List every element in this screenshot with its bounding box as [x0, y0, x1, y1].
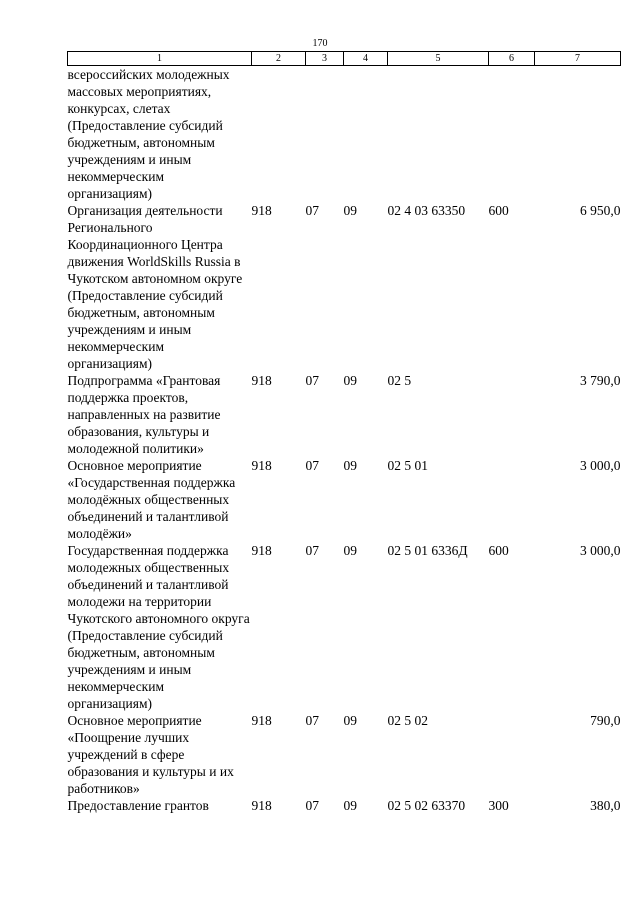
- row-section: 07: [305, 798, 319, 813]
- row-amount: [535, 66, 621, 203]
- row-expense-type: [489, 457, 535, 542]
- row-expense-type: [489, 372, 535, 457]
- row-subsection: 09: [343, 458, 357, 473]
- row-name: всероссийских молодежных массовых мероприятиях, конкурсах, слетах (Предоставление субсидий бюджетным, автономным учреждениям и иным некоммерческим организациям): [67, 67, 230, 201]
- row-section: 07: [305, 203, 319, 218]
- row-section: 07: [305, 458, 319, 473]
- row-target-code: 02 5 02: [387, 713, 428, 728]
- row-subsection: 09: [343, 203, 357, 218]
- row-amount: 3 000,0: [580, 458, 621, 473]
- header-col-4: 4: [344, 52, 388, 66]
- row-target-code: 02 5 01: [387, 458, 428, 473]
- row-name: Основное мероприятие «Государственная поддержка молодёжных общественных объединений и талантливой молодёжи»: [67, 458, 236, 541]
- page-number: 170: [312, 38, 328, 49]
- row-section: 07: [305, 373, 319, 388]
- row-subsection: 09: [343, 713, 357, 728]
- table-row: [68, 66, 621, 203]
- table-header: [68, 52, 621, 66]
- row-subsection: 09: [343, 543, 357, 558]
- row-grbs: 918: [251, 458, 272, 473]
- row-target-code: 02 4 03 63350: [387, 203, 466, 218]
- header-col-5: 5: [388, 52, 489, 66]
- row-name: Предоставление грантов: [67, 798, 209, 813]
- row-expense-type: [489, 66, 535, 203]
- row-expense-type: 300: [488, 798, 509, 813]
- header-col-2: 2: [252, 52, 306, 66]
- row-grbs: 918: [251, 798, 272, 813]
- header-col-7: 7: [535, 52, 621, 66]
- row-expense-type: 600: [488, 203, 509, 218]
- budget-table: [67, 51, 621, 814]
- table-row: [68, 797, 621, 814]
- row-target-code: [388, 66, 489, 203]
- row-grbs: 918: [251, 713, 272, 728]
- row-name: Подпрограмма «Грантовая поддержка проектов, направленных на развитие образования, культуры и молодежной политики»: [67, 373, 221, 456]
- row-subsection: 09: [343, 798, 357, 813]
- header-col-6: 6: [489, 52, 535, 66]
- table-row: [68, 457, 621, 542]
- row-amount: 790,0: [590, 713, 621, 728]
- table-row: [68, 372, 621, 457]
- row-grbs: 918: [251, 543, 272, 558]
- table-body: [68, 66, 621, 815]
- header-col-1: 1: [68, 52, 252, 66]
- row-grbs: 918: [251, 203, 272, 218]
- row-section: 07: [305, 543, 319, 558]
- row-section: 07: [305, 713, 319, 728]
- row-grbs: 918: [251, 373, 272, 388]
- row-subsection: 09: [343, 373, 357, 388]
- row-target-code: 02 5 02 63370: [387, 798, 466, 813]
- row-target-code: 02 5: [387, 373, 412, 388]
- header-col-3: 3: [306, 52, 344, 66]
- row-name: Основное мероприятие «Поощрение лучших учреждений в сфере образования и культуры и их работников»: [67, 713, 234, 796]
- table-row: [68, 712, 621, 797]
- row-name: Организация деятельности Регионального Координационного Центра движения WorldSkills Russia в Чукотском автономном округе (Предоставление субсидий бюджетным, автономным учреждениям и иным некоммерческим организациям): [67, 203, 243, 371]
- row-section: [306, 66, 344, 203]
- header-row: [68, 52, 621, 66]
- table-row: [68, 202, 621, 372]
- row-expense-type: [489, 712, 535, 797]
- row-amount: 6 950,0: [580, 203, 621, 218]
- row-subsection: [344, 66, 388, 203]
- row-amount: 3 000,0: [580, 543, 621, 558]
- row-grbs: [252, 66, 306, 203]
- row-amount: 380,0: [590, 798, 621, 813]
- row-expense-type: 600: [488, 543, 509, 558]
- table-row: [68, 542, 621, 712]
- row-target-code: 02 5 01 6336Д: [387, 543, 468, 558]
- row-amount: 3 790,0: [580, 373, 621, 388]
- row-name: Государственная поддержка молодежных общественных объединений и талантливой молодежи на территории Чукотского автономного округа (Предоставление субсидий бюджетным, автономным учреждениям и иным некоммерческим организациям): [67, 543, 250, 711]
